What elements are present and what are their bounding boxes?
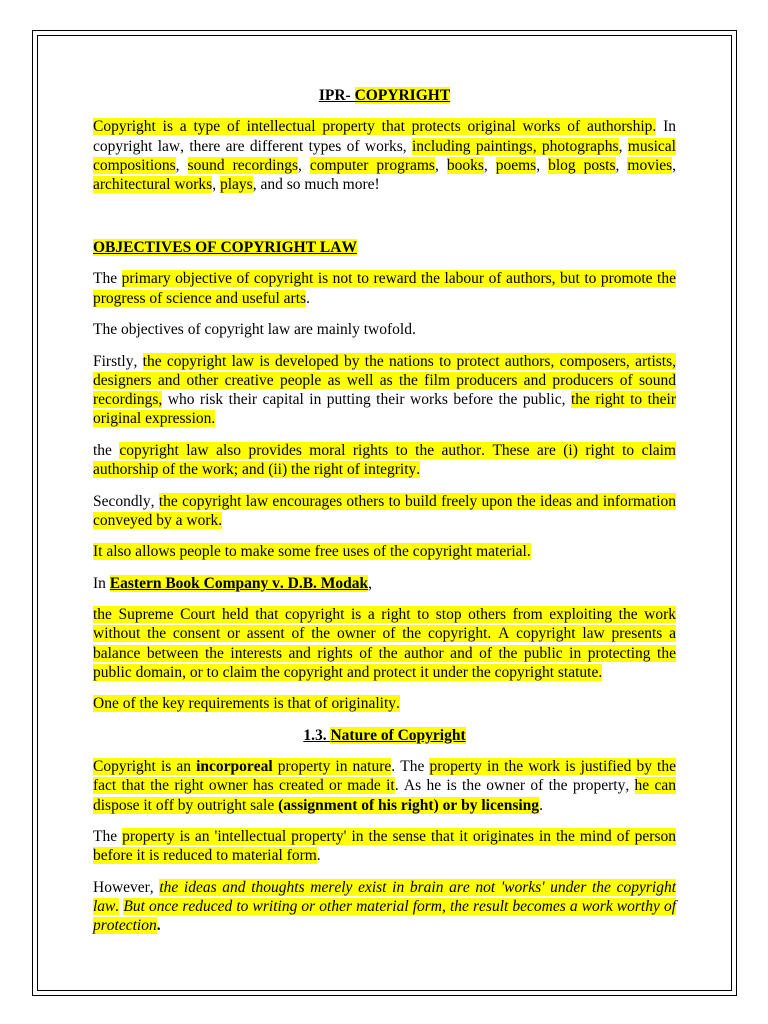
primary-objective-paragraph bbox=[93, 269, 676, 308]
firstly-segment: who risk their capital in putting their works before the public, bbox=[162, 391, 571, 409]
intro-segment: poems bbox=[495, 156, 537, 174]
intro-segment: Copyright is a type of intellectual property that protects original works of authorship. bbox=[93, 118, 657, 136]
intro-segment: plays bbox=[219, 176, 253, 194]
nature-paragraph bbox=[93, 757, 676, 815]
case-holding-text: the Supreme Court held that copyright is a right to stop others from exploiting the work without the consent or assent of the owner of the copyright. A copyright law presents a balance between the interests and rights of the author and of the public in protecting the public domain, or to claim the copyright and protect it under the copyright statute. bbox=[93, 605, 676, 681]
twofold-paragraph bbox=[93, 320, 676, 339]
primary-objective-segment: . bbox=[306, 289, 310, 307]
blank-line bbox=[93, 207, 676, 226]
objectives-heading bbox=[93, 238, 676, 257]
intro-segment: architectural works bbox=[93, 176, 213, 194]
section-number: 1.3. bbox=[303, 726, 327, 744]
free-uses-text: It also allows people to make some free uses of the copyright material. bbox=[93, 543, 531, 561]
moral-rights-segment: copyright law also provides moral rights to the author. These are (i) right to claim authorship of the work; and (ii) the right of integrity. bbox=[93, 441, 676, 479]
intro-segment: In copyright law, there are different types of works, bbox=[93, 118, 676, 155]
intro-segment: sound recordings bbox=[187, 156, 298, 174]
intellectual-property-segment: property is an 'intellectual property' in the sense that it originates in the mind of person before it is reduced to material form bbox=[93, 828, 676, 865]
moral-rights-paragraph bbox=[93, 441, 676, 480]
intro-segment: including paintings, photographs bbox=[412, 137, 619, 155]
nature-segment: . bbox=[539, 796, 543, 814]
title-highlight: COPYRIGHT bbox=[354, 87, 451, 104]
intro-segment: movies bbox=[627, 156, 673, 174]
nature-segment: Copyright is an bbox=[93, 758, 197, 776]
nature-segment: (assignment of his right) or by licensing bbox=[278, 796, 540, 814]
intro-segment: , bbox=[483, 156, 496, 174]
primary-objective-segment: primary objective of copyright is not to reward the labour of authors, but to promote the progress of science and useful arts bbox=[93, 270, 676, 307]
intro-segment: , bbox=[536, 156, 549, 174]
case-holding-paragraph bbox=[93, 605, 676, 682]
intellectual-property-segment: . bbox=[316, 847, 321, 865]
nature-segment: he can dispose it off by outright sale bbox=[93, 777, 677, 814]
firstly-segment: the copyright law is developed by the nations to protect authors, composers, artists, designers and other creative people as well as the film producers and producers of sound recordings, bbox=[93, 352, 677, 409]
intro-segment: blog posts bbox=[548, 156, 616, 174]
nature-segment: . The bbox=[391, 758, 430, 776]
firstly-segment: the right to their original expression. bbox=[93, 391, 677, 428]
objectives-heading-text: OBJECTIVES OF COPYRIGHT LAW bbox=[93, 239, 357, 257]
intro-paragraph bbox=[93, 117, 676, 194]
case-citation-segment: , bbox=[368, 574, 373, 592]
intro-segment: musical compositions bbox=[93, 137, 676, 174]
originality-text: One of the key requirements is that of originality. bbox=[93, 695, 400, 713]
document-title bbox=[93, 86, 676, 105]
intro-segment: , bbox=[298, 156, 310, 174]
twofold-text: The objectives of copyright law are mainly twofold. bbox=[93, 321, 416, 339]
nature-segment: property in nature bbox=[272, 758, 392, 776]
intro-segment: , and so much more! bbox=[252, 176, 380, 194]
case-citation-paragraph bbox=[93, 574, 676, 593]
case-citation-segment: In bbox=[93, 574, 110, 592]
intro-segment: , bbox=[434, 156, 447, 174]
intellectual-property-segment: The bbox=[93, 828, 123, 846]
moral-rights-segment: the bbox=[93, 441, 120, 459]
secondly-segment: Secondly, bbox=[93, 492, 159, 510]
free-uses-paragraph bbox=[93, 542, 676, 561]
however-segment: the ideas and thoughts merely exist in brain are not 'works' under the copyright law. bbox=[93, 878, 676, 915]
firstly-segment: Firstly, bbox=[93, 352, 143, 370]
intro-segment: books bbox=[446, 156, 484, 174]
intro-segment: , bbox=[618, 137, 628, 155]
intro-segment: , bbox=[615, 156, 628, 174]
primary-objective-segment: The bbox=[93, 270, 122, 288]
intro-segment: , bbox=[672, 156, 677, 174]
document-body bbox=[93, 86, 676, 948]
case-name: Eastern Book Company v. D.B. Modak bbox=[109, 574, 369, 592]
however-segment: But once reduced to writing or other material form, the result becomes a work worthy of protection bbox=[93, 898, 677, 935]
however-segment: However, bbox=[93, 878, 160, 896]
however-segment: . bbox=[156, 917, 161, 935]
nature-heading-text: Nature of Copyright bbox=[330, 726, 466, 744]
title-prefix: IPR- bbox=[318, 87, 355, 104]
intro-segment: computer programs bbox=[309, 156, 435, 174]
secondly-segment: the copyright law encourages others to build freely upon the ideas and information conveyed by a work. bbox=[93, 492, 677, 529]
nature-heading bbox=[93, 726, 676, 745]
intro-segment: , bbox=[175, 156, 188, 174]
originality-paragraph bbox=[93, 694, 676, 713]
nature-segment: . As he is the owner of the property, bbox=[394, 777, 635, 795]
secondly-paragraph bbox=[93, 492, 676, 531]
intellectual-property-paragraph bbox=[93, 827, 676, 866]
intro-segment: , bbox=[212, 176, 220, 194]
nature-segment: property in the work is justified by the fact that the right owner has created or made it bbox=[93, 758, 676, 795]
nature-segment: incorporeal bbox=[196, 758, 273, 776]
firstly-paragraph bbox=[93, 352, 676, 429]
however-paragraph bbox=[93, 878, 676, 936]
